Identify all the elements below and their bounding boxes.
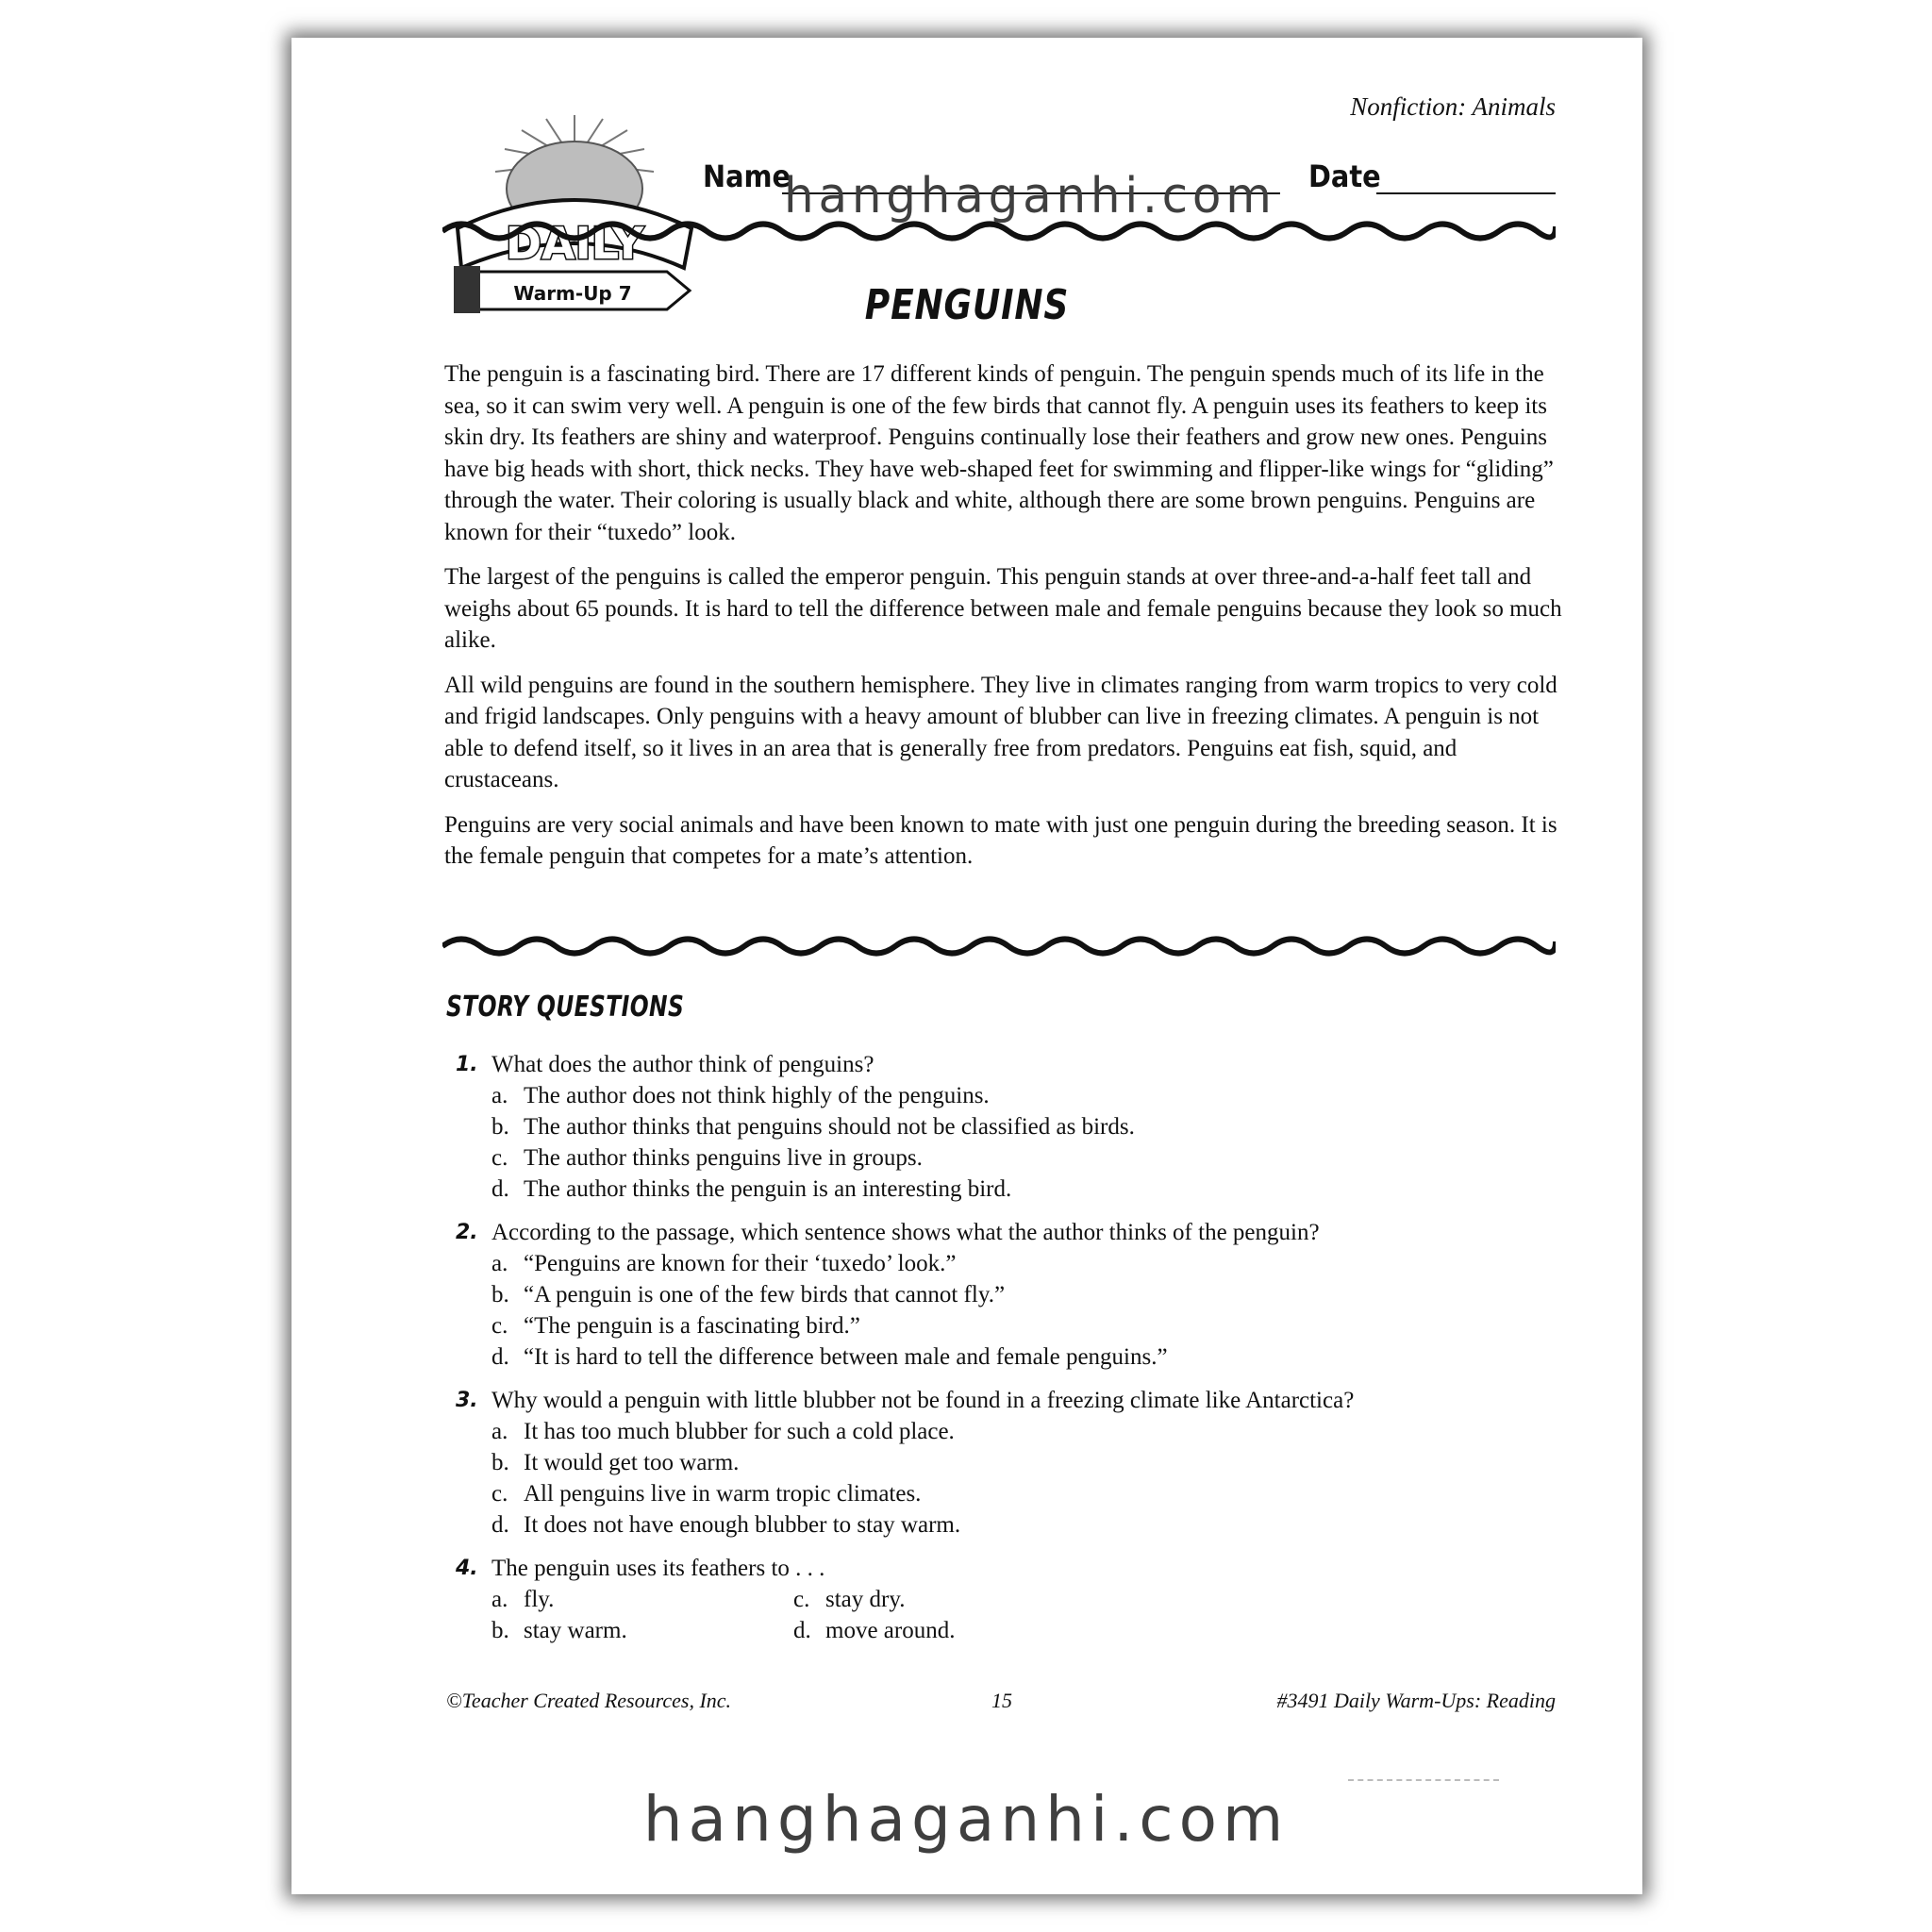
worksheet-page [291, 38, 1642, 1894]
question-4 [456, 1553, 1569, 1646]
reading-passage [444, 358, 1567, 886]
logo-title: DAILY [505, 218, 644, 269]
question-number: 2. [456, 1221, 478, 1244]
answer-option[interactable]: a. “Penguins are known for their ‘tuxedo’ look.” [491, 1251, 957, 1276]
footer-page-number: 15 [991, 1689, 1012, 1712]
watermark-top: hanghaganhi.com [784, 168, 1276, 225]
answer-option[interactable]: a. It has too much blubber for such a cold place. [491, 1419, 955, 1444]
passage-paragraph: Penguins are very social animals and have been known to mate with just one penguin during the breeding season. It is the female penguin that competes for a mate’s attention. [444, 811, 1557, 869]
footer-copyright: ©Teacher Created Resources, Inc. [446, 1689, 732, 1712]
answer-option[interactable]: d. It does not have enough blubber to stay warm. [491, 1512, 961, 1538]
question-text: The penguin uses its feathers to . . . [491, 1556, 825, 1581]
answer-option[interactable]: a. fly. [491, 1587, 555, 1612]
answer-option[interactable]: b. The author thinks that penguins should not be classified as birds. [491, 1114, 1135, 1140]
passage-paragraph: All wild penguins are found in the southern hemisphere. They live in climates ranging from warm tropics to very cold and frigid landscapes. Only penguins with a heavy amount of blubber can live in freezing climates. A penguin is not able to defend itself, so it lives in an area that is generally free from predators. Penguins eat fish, squid, and crustaceans. [444, 672, 1557, 792]
answer-option[interactable]: c. All penguins live in warm tropic climates. [491, 1481, 922, 1507]
passage-paragraph: The penguin is a fascinating bird. There are 17 different kinds of penguin. The penguin spends much of its life in the sea, so it can swim very well. A penguin is one of the few birds that cannot fly. A penguin uses its feathers to keep its skin dry. Its feathers are shiny and waterproof. Penguins continually lose their feathers and grow new ones. Penguins have big heads with short, thick necks. They have web-shaped feet for swimming and flipper-like wings for “gliding” through the water. Their coloring is usually black and white, although there are some brown penguins. Penguins are known for their “tuxedo” look. [444, 361, 1554, 545]
logo-subtitle: Warm-Up 7 [513, 282, 632, 305]
name-label: Name [703, 158, 791, 194]
date-label: Date [1308, 158, 1381, 194]
answer-option[interactable]: d. move around. [793, 1618, 956, 1643]
question-number: 1. [456, 1053, 478, 1076]
page-title: PENGUINS [864, 281, 1070, 329]
wavy-divider-middle [442, 932, 1556, 960]
answer-option[interactable]: a. The author does not think highly of the penguins. [491, 1083, 990, 1108]
question-number: 3. [456, 1389, 478, 1412]
answer-option[interactable]: d. The author thinks the penguin is an interesting bird. [491, 1176, 1012, 1202]
question-text: According to the passage, which sentence shows what the author thinks of the penguin? [491, 1220, 1320, 1245]
questions-heading: STORY QUESTIONS [446, 991, 685, 1024]
question-number: 4. [456, 1557, 478, 1580]
answer-option[interactable]: b. It would get too warm. [491, 1450, 740, 1475]
question-2 [456, 1217, 1569, 1373]
question-3 [456, 1385, 1569, 1541]
question-1 [456, 1049, 1569, 1205]
answer-option[interactable]: b. “A penguin is one of the few birds that cannot fly.” [491, 1282, 1006, 1307]
footer-book-title: #3491 Daily Warm-Ups: Reading [1276, 1689, 1556, 1712]
question-text: What does the author think of penguins? [491, 1052, 874, 1077]
watermark-bottom: hanghaganhi.com [642, 1783, 1290, 1856]
answer-option[interactable]: b. stay warm. [491, 1618, 627, 1643]
question-text: Why would a penguin with little blubber not be found in a freezing climate like Antarctica? [491, 1388, 1355, 1413]
category-label: Nonfiction: Animals [1350, 92, 1556, 121]
date-field[interactable] [1376, 192, 1556, 194]
passage-paragraph: The largest of the penguins is called the emperor penguin. This penguin stands at over three-and-a-half feet tall and weighs about 65 pounds. It is hard to tell the difference between male and female penguins because they look so much alike. [444, 564, 1562, 653]
scan-artifact [1348, 1779, 1499, 1781]
question-list [456, 1049, 1569, 1658]
answer-option[interactable]: c. “The penguin is a fascinating bird.” [491, 1313, 860, 1339]
answer-option[interactable]: d. “It is hard to tell the difference between male and female penguins.” [491, 1344, 1168, 1370]
answer-option[interactable]: c. The author thinks penguins live in groups. [491, 1145, 923, 1171]
answer-option[interactable]: c. stay dry. [793, 1587, 906, 1612]
